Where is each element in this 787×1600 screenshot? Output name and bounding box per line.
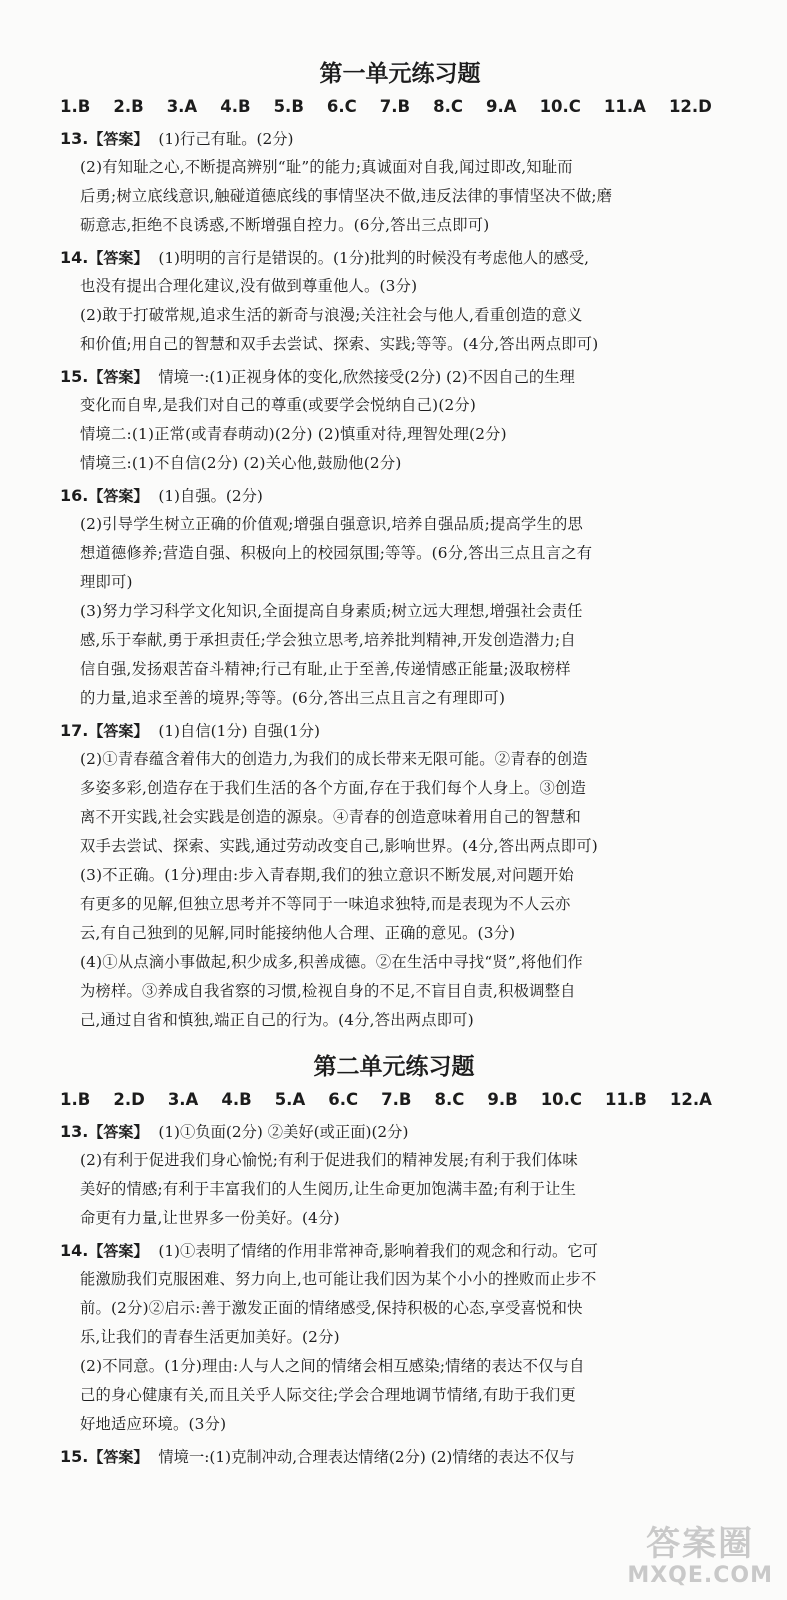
answer-line: (2)有利于促进我们身心愉悦;有利于促进我们的精神发展;有利于我们体味 bbox=[80, 1151, 578, 1169]
unit1-questions bbox=[60, 125, 720, 1035]
answer-line: 想道德修养;营造自强、积极向上的校园氛围;等等。(6分,答出三点且言之有 bbox=[80, 544, 593, 562]
answer-line: (4)①从点滴小事做起,积少成多,积善成德。②在生活中寻找“贤”,将他们作 bbox=[80, 953, 583, 971]
answer-block bbox=[60, 717, 720, 1035]
mcq-answer: 1.B bbox=[60, 1090, 91, 1109]
mcq-answer: 10.C bbox=[539, 97, 581, 116]
unit2-mcq-answers bbox=[60, 1086, 712, 1114]
answer-line: 情境三:(1)不自信(2分) (2)关心他,鼓励他(2分) bbox=[80, 454, 402, 472]
mcq-answer: 1.B bbox=[60, 97, 91, 116]
answer-line: 多姿多彩,创造存在于我们生活的各个方面,存在于我们每个人身上。③创造 bbox=[80, 779, 587, 797]
unit1-mcq-answers bbox=[60, 93, 712, 121]
mcq-answer: 3.A bbox=[166, 97, 198, 116]
mcq-answer: 2.D bbox=[113, 1090, 145, 1109]
mcq-answer: 10.C bbox=[540, 1090, 583, 1109]
mcq-answer: 5.A bbox=[274, 1090, 306, 1109]
answer-line: 信自强,发扬艰苦奋斗精神;行己有耻,止于至善,传递情感正能量;汲取榜样 bbox=[80, 660, 571, 678]
mcq-answer: 6.C bbox=[326, 97, 357, 116]
mcq-answer: 9.B bbox=[487, 1090, 518, 1109]
answer-block bbox=[60, 1237, 720, 1439]
answer-head bbox=[60, 1118, 720, 1146]
answer-line: 为榜样。③养成自我省察的习惯,检视自身的不足,不盲目自责,积极调整自 bbox=[80, 982, 576, 1000]
answer-head bbox=[60, 1443, 720, 1471]
answer-line: 离不开实践,社会实践是创造的源泉。④青春的创造意味着用自己的智慧和 bbox=[80, 808, 581, 826]
answer-line: (3)努力学习科学文化知识,全面提高自身素质;树立远大理想,增强社会责任 bbox=[80, 602, 583, 620]
answer-head bbox=[60, 482, 720, 510]
answer-line: 前。(2分)②启示:善于激发正面的情绪感受,保持积极的心态,享受喜悦和快 bbox=[80, 1299, 583, 1317]
answer-block bbox=[60, 125, 720, 240]
answer-line: (3)不正确。(1分)理由:步入青春期,我们的独立意识不断发展,对问题开始 bbox=[80, 866, 574, 884]
question-number: 16. bbox=[60, 486, 89, 505]
answer-line: (2)①青春蕴含着伟大的创造力,为我们的成长带来无限可能。②青春的创造 bbox=[80, 750, 588, 768]
answer-head bbox=[60, 717, 720, 745]
answer-first-line: (1)①表明了情绪的作用非常神奇,影响着我们的观念和行动。它可 bbox=[158, 1242, 598, 1260]
answer-line: 美好的情感;有利于丰富我们的人生阅历,让生命更加饱满丰盈;有利于让生 bbox=[80, 1180, 577, 1198]
answer-tag: 【答案】 bbox=[88, 487, 149, 505]
answer-first-line: (1)自强。(2分) bbox=[158, 487, 263, 505]
answer-line: 己,通过自省和慎独,端正自己的行为。(4分,答出两点即可) bbox=[80, 1011, 474, 1029]
answer-line: 己的身心健康有关,而且关乎人际交往;学会合理地调节情绪,有助于我们更 bbox=[80, 1386, 576, 1404]
answer-line: 双手去尝试、探索、实践,通过劳动改变自己,影响世界。(4分,答出两点即可) bbox=[80, 837, 598, 855]
mcq-answer: 11.A bbox=[603, 97, 646, 116]
mcq-answer: 8.C bbox=[433, 97, 463, 116]
mcq-answer: 11.B bbox=[605, 1090, 647, 1109]
answer-block bbox=[60, 1118, 720, 1233]
answer-first-line: 情境一:(1)正视身体的变化,欣然接受(2分) (2)不因自己的生理 bbox=[158, 368, 575, 386]
answer-tag: 【答案】 bbox=[88, 1123, 149, 1141]
mcq-answer: 7.B bbox=[381, 1090, 412, 1109]
answer-first-line: (1)①负面(2分) ②美好(或正面)(2分) bbox=[158, 1123, 409, 1141]
answer-line: 云,有自己独到的见解,同时能接纳他人合理、正确的意见。(3分) bbox=[80, 924, 516, 942]
answer-first-line: 情境一:(1)克制冲动,合理表达情绪(2分) (2)情绪的表达不仅与 bbox=[158, 1448, 575, 1466]
answer-tag: 【答案】 bbox=[88, 249, 149, 267]
answer-line: 变化而自卑,是我们对自己的尊重(或要学会悦纳自己)(2分) bbox=[80, 396, 477, 414]
unit2-questions bbox=[60, 1118, 720, 1471]
mcq-answer: 4.B bbox=[221, 1090, 252, 1109]
mcq-answer: 9.A bbox=[486, 97, 517, 116]
unit1-title: 第一单元练习题 bbox=[319, 61, 481, 87]
answer-line: 和价值;用自己的智慧和双手去尝试、探索、实践;等等。(4分,答出两点即可) bbox=[80, 335, 599, 353]
mcq-answer: 7.B bbox=[379, 97, 411, 116]
answer-line: 有更多的见解,但独立思考并不等同于一味追求独特,而是表现为不人云亦 bbox=[80, 895, 571, 913]
answer-line: (2)引导学生树立正确的价值观;增强自强意识,培养自强品质;提高学生的思 bbox=[80, 515, 583, 533]
mcq-answer: 4.B bbox=[220, 97, 251, 116]
answer-tag: 【答案】 bbox=[88, 722, 149, 740]
answer-line: (2)敢于打破常规,追求生活的新奇与浪漫;关注社会与他人,看重创造的意义 bbox=[80, 306, 583, 324]
answer-head bbox=[60, 1237, 720, 1265]
answer-tag: 【答案】 bbox=[88, 1448, 149, 1466]
answer-tag: 【答案】 bbox=[88, 368, 149, 386]
answer-line: 乐,让我们的青春生活更加美好。(2分) bbox=[80, 1328, 340, 1346]
answer-head bbox=[60, 244, 720, 272]
answer-line: 后勇;树立底线意识,触碰道德底线的事情坚决不做,违反法律的事情坚决不做;磨 bbox=[80, 187, 613, 205]
unit2-title: 第二单元练习题 bbox=[313, 1054, 475, 1080]
answer-tag: 【答案】 bbox=[88, 1242, 149, 1260]
answer-first-line: (1)行己有耻。(2分) bbox=[158, 130, 294, 148]
answer-line: (2)有知耻之心,不断提高辨别“耻”的能力;真诚面对自我,闻过即改,知耻而 bbox=[80, 158, 573, 176]
question-number: 14. bbox=[60, 248, 89, 267]
answer-page bbox=[60, 56, 720, 1471]
mcq-answer: 12.D bbox=[668, 97, 712, 116]
question-number: 17. bbox=[60, 721, 89, 740]
question-number: 13. bbox=[60, 129, 89, 148]
question-number: 15. bbox=[60, 1447, 89, 1466]
answer-block bbox=[60, 482, 720, 713]
answer-line: 也没有提出合理化建议,没有做到尊重他人。(3分) bbox=[80, 277, 418, 295]
question-number: 13. bbox=[60, 1122, 89, 1141]
answer-line: 的力量,追求至善的境界;等等。(6分,答出三点且言之有理即可) bbox=[80, 689, 506, 707]
answer-line: 理即可) bbox=[80, 573, 133, 591]
answer-head bbox=[60, 125, 720, 153]
answer-tag: 【答案】 bbox=[88, 130, 149, 148]
answer-line: 好地适应环境。(3分) bbox=[80, 1415, 227, 1433]
answer-first-line: (1)自信(1分) 自强(1分) bbox=[158, 722, 321, 740]
answer-line: 能激励我们克服困难、努力向上,也可能让我们因为某个小小的挫败而止步不 bbox=[80, 1270, 597, 1288]
answer-line: 情境二:(1)正常(或青春萌动)(2分) (2)慎重对待,理智处理(2分) bbox=[80, 425, 507, 443]
answer-block bbox=[60, 244, 720, 359]
answer-head bbox=[60, 363, 720, 391]
answer-block bbox=[60, 363, 720, 478]
mcq-answer: 6.C bbox=[328, 1090, 359, 1109]
mcq-answer: 8.C bbox=[434, 1090, 465, 1109]
mcq-answer: 12.A bbox=[669, 1090, 712, 1109]
answer-line: 感,乐于奉献,勇于承担责任;学会独立思考,培养批判精神,开发创造潜力;自 bbox=[80, 631, 576, 649]
mcq-answer: 5.B bbox=[273, 97, 304, 116]
answer-line: 命更有力量,让世界多一份美好。(4分) bbox=[80, 1209, 340, 1227]
question-number: 14. bbox=[60, 1241, 89, 1260]
answer-block bbox=[60, 1443, 720, 1471]
answer-line: (2)不同意。(1分)理由:人与人之间的情绪会相互感染;情绪的表达不仅与自 bbox=[80, 1357, 585, 1375]
mcq-answer: 3.A bbox=[167, 1090, 199, 1109]
answer-line: 砺意志,拒绝不良诱惑,不断增强自控力。(6分,答出三点即可) bbox=[80, 216, 490, 234]
watermark-logo: 答案圈 MXQE.COM bbox=[627, 1524, 773, 1588]
mcq-answer: 2.B bbox=[113, 97, 144, 116]
answer-first-line: (1)明明的言行是错误的。(1分)批判的时候没有考虑他人的感受, bbox=[158, 249, 589, 267]
question-number: 15. bbox=[60, 367, 89, 386]
